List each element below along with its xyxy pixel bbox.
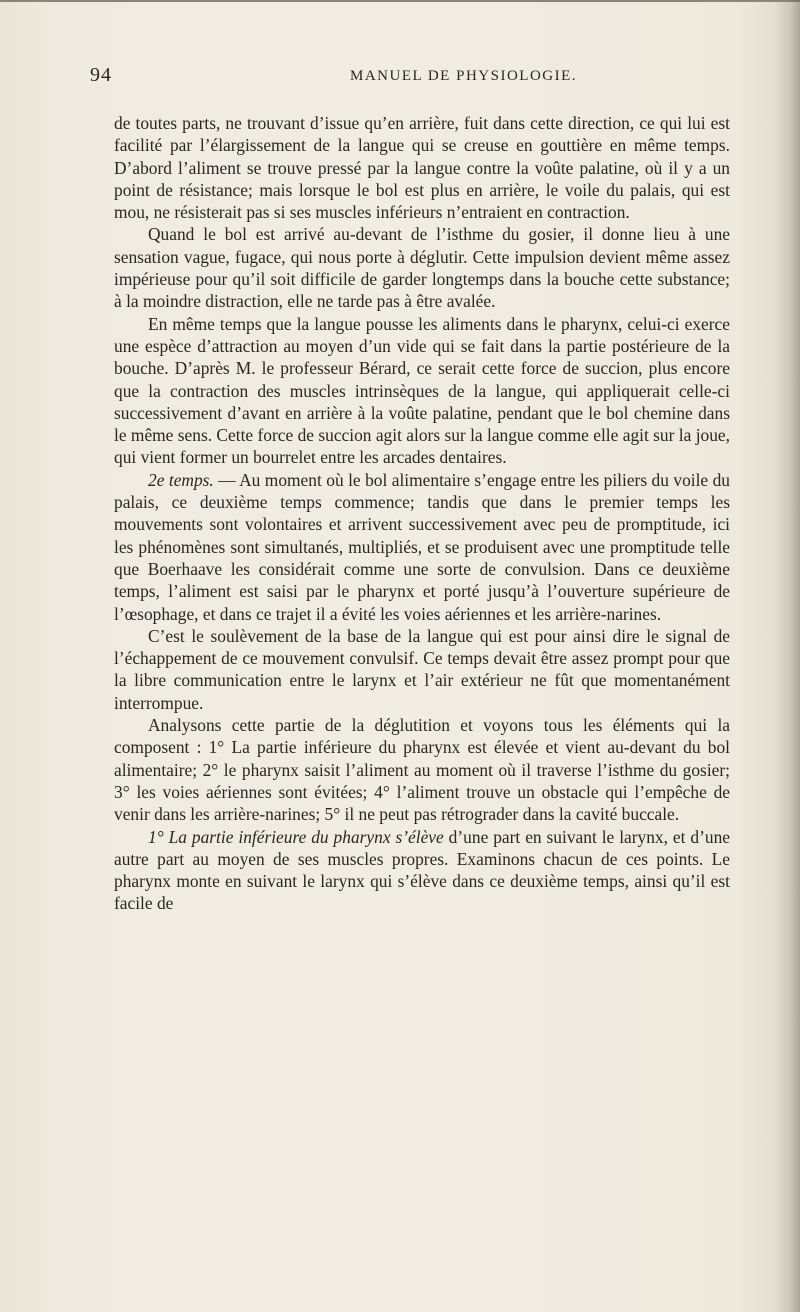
paragraph [114,223,730,312]
paragraph [114,469,730,625]
body-text [114,112,730,915]
paragraph [114,313,730,469]
paragraph [114,625,730,714]
paragraph-text: Quand le bol est arrivé au-devant de l’isthme du gosier, il donne lieu à une sensation vague, fugace, qui nous porte à déglutir. Cette impulsion devient même assez impérieuse pour qu’il soit difficile de garder longtemps dans la bouche cette substance; à la moindre distraction, elle ne tarde pas à être avalée. [114,224,730,312]
paragraph [114,112,730,223]
paragraph-text: C’est le soulèvement de la base de la langue qui est pour ainsi dire le signal de l’échappement de ce mouvement convulsif. Ce temps devait être assez prompt pour que la libre communication entre le larynx et l’air extérieur ne fût que momentanément interrompue. [114,625,730,713]
paragraph-text: En même temps que la langue pousse les aliments dans le pharynx, celui-ci exerce une espèce d’attraction au moyen d’un vide qui se fait dans la partie postérieure de la bouche. D’après M. le professeur Bérard, ce serait cette force de succion, plus encore que la contraction des muscles intrinsèques de la langue, qui appliquerait celle-ci successivement d’avant en arrière à la voûte palatine, pendant que le bol chemine dans le même sens. Cette force de succion agit alors sur la langue comme elle agit sur la joue, qui vient former un bourrelet entre les arcades dentaires. [114,313,730,468]
page-number: 94 [90,64,112,86]
page-top-edge [0,0,800,2]
running-title: MANUEL DE PHYSIOLOGIE. [350,68,578,84]
paragraph-text: d’une part en suivant le larynx, et d’une autre part au moyen de ses muscles propres. Examinons chacun de ces points. Le pharynx monte en suivant le larynx qui s’élève dans ce deuxième temps, ainsi qu’il est facile de [114,826,730,914]
paragraph-text: Analysons cette partie de la déglutition et voyons tous les éléments qui la composent : 1° La partie inférieure du pharynx est élevée et vient au-devant du bol alimentaire; 2° le pharynx saisit l’aliment au moment où il traverse l’isthme du gosier; 3° les voies aériennes sont évitées; 4° l’aliment trouve un obstacle qui l’empêche de venir dans les arrière-narines; 5° il ne peut pas rétrograder dans la cavité buccale. [114,715,730,825]
paragraph-text: — Au moment où le bol alimentaire s’engage entre les piliers du voile du palais, ce deuxième temps commence; tandis que dans le premier temps les mouvements sont volontaires et arrivent successivement avec peu de promptitude, ici les phénomènes sont simultanés, multipliés, et se produisent avec une promptitude telle que Boerhaave les considérait comme une sorte de convulsion. Dans ce deuxième temps, l’aliment est saisi par le pharynx et porté jusqu’à l’ouverture supérieure de l’œsophage, et dans ce trajet il a évité les voies aériennes et les arrière-narines. [114,469,730,624]
paragraph-text: de toutes parts, ne trouvant d’issue qu’en arrière, fuit dans cette direction, ce qui lui est facilité par l’élargissement de la langue qui se creuse en gouttière en même temps. D’abord l’aliment se trouve pressé par la langue contre la voûte palatine, où il y a un point de résistance; mais lorsque le bol est plus en arrière, le voile du palais, qui est mou, ne résisterait pas si ses muscles inférieurs n’entraient en contraction. [114,113,730,223]
paragraph-lead: 2e temps. [148,469,214,490]
page-binding-shadow [774,0,800,1312]
paragraph-lead: 1° La partie inférieure du pharynx s’élève [148,826,444,847]
paragraph [114,714,730,825]
paragraph [114,826,730,915]
page-header [0,64,800,94]
